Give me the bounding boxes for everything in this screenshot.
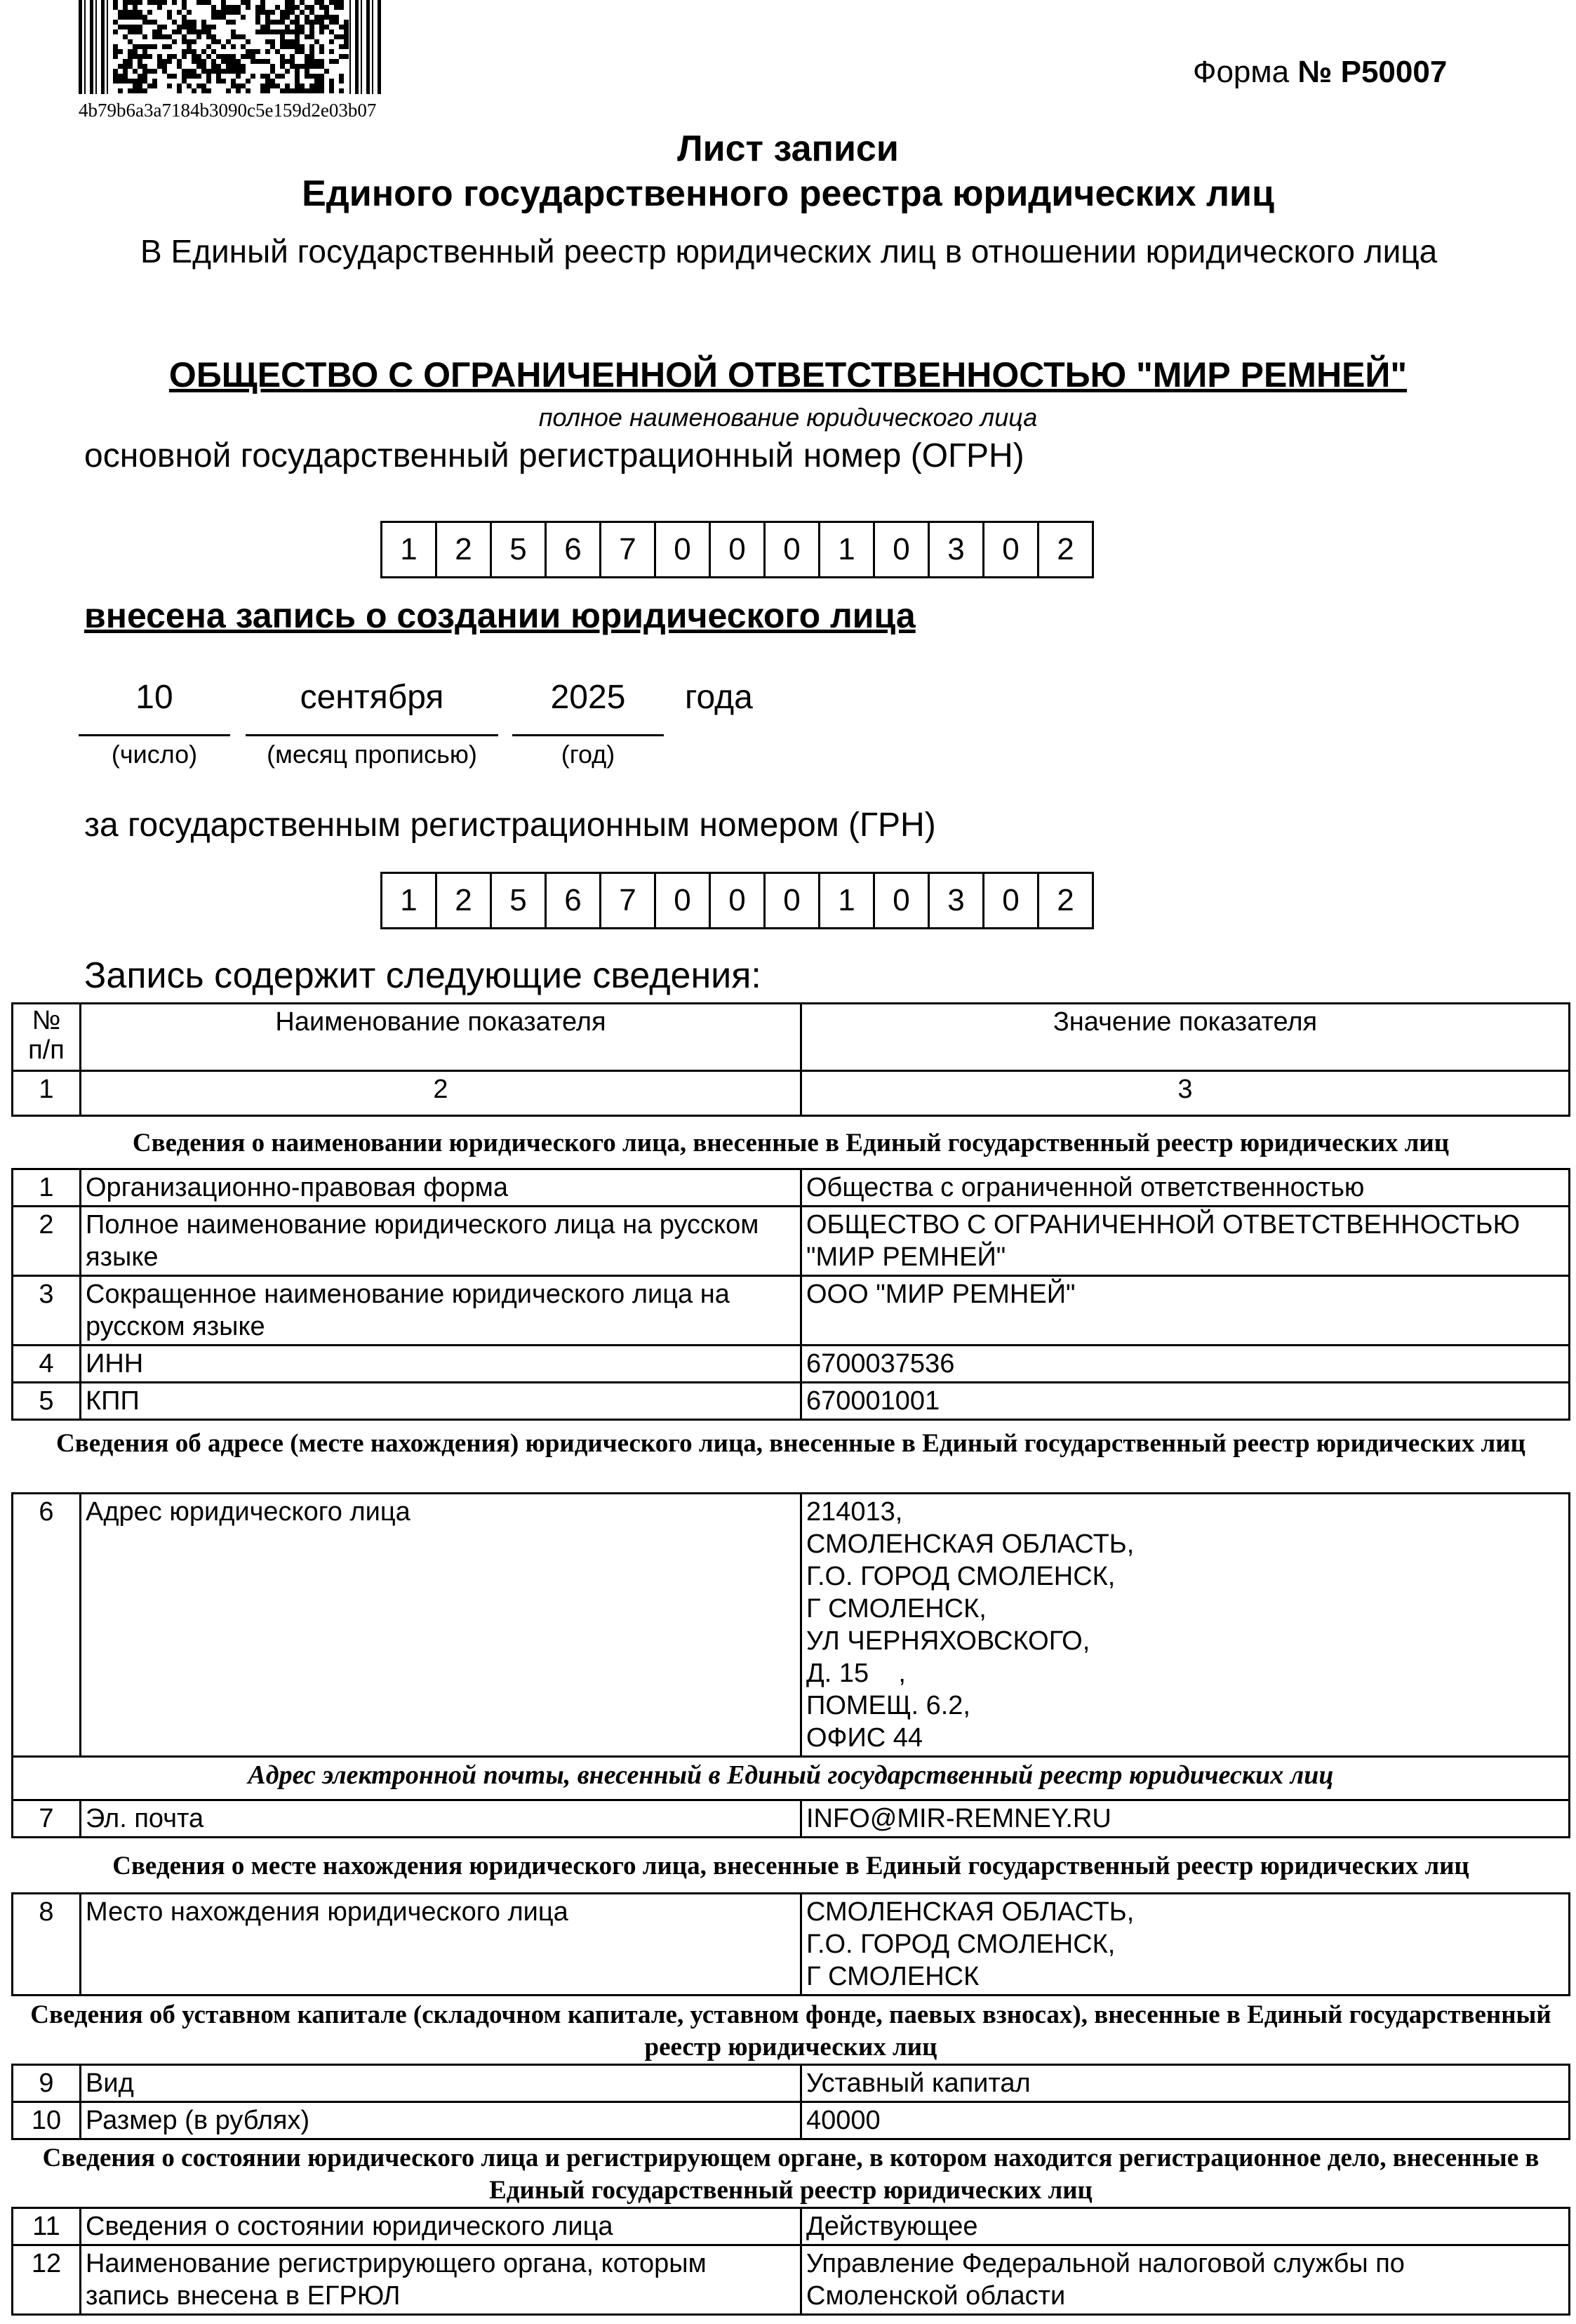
row-name: Наименование регистрирующего органа, которым запись внесена в ЕГРЮЛ	[81, 2245, 801, 2315]
row-name: Эл. почта	[81, 1800, 801, 1838]
ogrn-digit: 0	[763, 521, 820, 578]
location-line: Г.О. ГОРОД СМОЛЕНСК,	[806, 1930, 1116, 1959]
row-value: Управление Федеральной налоговой службы по Смоленской области	[801, 2245, 1570, 2315]
row-name: Сведения о состоянии юридического лица	[81, 2208, 801, 2245]
page-subtitle: Единого государственного реестра юридических лиц	[302, 173, 1274, 214]
grn-digit: 3	[928, 872, 984, 929]
grn-digit: 2	[435, 872, 492, 929]
table-row	[13, 1894, 1570, 1996]
table-row	[13, 1494, 1570, 1757]
grn-digit: 0	[873, 872, 930, 929]
row-number: 11	[13, 2208, 81, 2245]
section-email-info: Адрес электронной почты, внесенный в Единый государственный реестр юридических лиц	[13, 1757, 1570, 1800]
address-line: 214013,	[806, 1497, 903, 1527]
grn-digit: 1	[380, 872, 437, 929]
grn-digit: 1	[818, 872, 875, 929]
row-value: INFO@MIR-REMNEY.RU	[801, 1800, 1570, 1838]
address-line: УЛ ЧЕРНЯХОВСКОГО,	[806, 1626, 1090, 1656]
row-name: Размер (в рублях)	[81, 2102, 801, 2139]
header-col-number: № п/п	[13, 1004, 81, 1071]
company-full-name: ОБЩЕСТВО С ОГРАНИЧЕННОЙ ОТВЕТСТВЕННОСТЬЮ "МИР РЕМНЕЙ"	[168, 355, 1408, 394]
address-value	[801, 1494, 1570, 1757]
ogrn-label: основной государственный регистрационный номер (ОГРН)	[84, 437, 1024, 474]
row-value: 40000	[801, 2102, 1570, 2139]
row-name: Вид	[81, 2065, 801, 2102]
row-value: 670001001	[801, 1383, 1570, 1420]
location-table	[11, 1892, 1570, 1996]
header-table	[11, 1002, 1570, 1117]
ogrn-digit: 3	[928, 521, 984, 578]
date-day-line	[79, 734, 230, 736]
ogrn-digit: 7	[599, 521, 656, 578]
ogrn-digit: 0	[982, 521, 1039, 578]
table-header-index-row	[13, 1071, 1570, 1116]
row-name: Адрес юридического лица	[81, 1494, 801, 1757]
grn-digit: 2	[1037, 872, 1094, 929]
intro-text: В Единый государственный реестр юридических лиц в отношении юридического лица	[140, 233, 1438, 270]
state-table	[11, 2207, 1570, 2316]
header-index-3: 3	[801, 1071, 1570, 1116]
grn-digit: 0	[709, 872, 766, 929]
section-location-info: Сведения о месте нахождения юридического лица, внесенные в Единый государственный реестр юридических лиц	[112, 1852, 1469, 1880]
grn-digit: 0	[982, 872, 1039, 929]
contains-label: Запись содержит следующие сведения:	[84, 955, 761, 996]
header-col-name: Наименование показателя	[81, 1004, 801, 1071]
header-col-value: Значение показателя	[801, 1004, 1570, 1071]
ogrn-digit: 1	[380, 521, 437, 578]
ogrn-digit: 1	[818, 521, 875, 578]
header-index-1: 1	[13, 1071, 81, 1116]
row-number: 1	[13, 1169, 81, 1207]
table-row	[13, 1800, 1570, 1838]
address-line: Д. 15 ,	[806, 1659, 906, 1688]
row-value: 6700037536	[801, 1346, 1570, 1383]
date-suffix: года	[685, 679, 753, 716]
row-name: Место нахождения юридического лица	[81, 1894, 801, 1996]
email-section-row	[13, 1757, 1570, 1800]
ogrn-digit: 5	[490, 521, 547, 578]
row-name: КПП	[81, 1383, 801, 1420]
barcode-image	[79, 0, 383, 94]
row-value: Действующее	[801, 2208, 1570, 2245]
date-day-caption: (число)	[111, 740, 198, 769]
row-name: Организационно-правовая форма	[81, 1169, 801, 1207]
date-year: 2025	[550, 679, 626, 716]
date-year-caption: (год)	[561, 740, 615, 769]
address-line: СМОЛЕНСКАЯ ОБЛАСТЬ,	[806, 1529, 1135, 1559]
ogrn-digits	[380, 521, 1094, 578]
table-row	[13, 1207, 1570, 1276]
table-row	[13, 1276, 1570, 1346]
table-row	[13, 2245, 1570, 2315]
date-month-line	[246, 734, 498, 736]
row-number: 12	[13, 2245, 81, 2315]
row-value: ОБЩЕСТВО С ОГРАНИЧЕННОЙ ОТВЕТСТВЕННОСТЬЮ "МИР РЕМНЕЙ"	[801, 1207, 1570, 1276]
address-table	[11, 1492, 1570, 1838]
section-state-info: Сведения о состоянии юридического лица и регистрирующем органе, в котором находится регистрационное дело, внесенные в Единый государственный реестр юридических лиц	[42, 2144, 1540, 2205]
address-line: ПОМЕЩ. 6.2,	[806, 1691, 970, 1720]
form-prefix: Форма	[1193, 55, 1298, 89]
address-line: Г.О. ГОРОД СМОЛЕНСК,	[806, 1562, 1116, 1591]
form-number	[1193, 55, 1447, 90]
page-title: Лист записи	[677, 128, 899, 169]
table-row	[13, 1169, 1570, 1207]
form-code: № Р50007	[1297, 55, 1448, 89]
section-capital-info: Сведения об уставном капитале (складочном капитале, уставном фонде, паевых взносах), внесенные в Единый государственный реестр юридических лиц	[30, 2000, 1551, 2061]
grn-digit: 7	[599, 872, 656, 929]
row-number: 8	[13, 1894, 81, 1996]
row-name: Сокращенное наименование юридического лица на русском языке	[81, 1276, 801, 1346]
location-line: СМОЛЕНСКАЯ ОБЛАСТЬ,	[806, 1897, 1135, 1927]
row-name: Полное наименование юридического лица на русском языке	[81, 1207, 801, 1276]
table-row	[13, 1383, 1570, 1420]
row-number: 6	[13, 1494, 81, 1757]
row-value: Общества с ограниченной ответственностью	[801, 1169, 1570, 1207]
company-full-name-caption: полное наименование юридического лица	[538, 403, 1038, 432]
grn-digit: 0	[654, 872, 711, 929]
date-day: 10	[135, 679, 173, 716]
row-value: Уставный капитал	[801, 2065, 1570, 2102]
row-value: ООО "МИР РЕМНЕЙ"	[801, 1276, 1570, 1346]
barcode-id: 4b79b6a3a7184b3090c5e159d2e03b07	[79, 100, 377, 121]
address-line: Г СМОЛЕНСК,	[806, 1594, 987, 1624]
location-line: Г СМОЛЕНСК	[806, 1962, 980, 1991]
date-month: сентября	[300, 679, 444, 716]
address-line: ОФИС 44	[806, 1723, 923, 1753]
table-row	[13, 2208, 1570, 2245]
grn-label: за государственным регистрационным номером (ГРН)	[84, 806, 936, 844]
section-name-info: Сведения о наименовании юридического лица, внесенные в Единый государственный реестр юридических лиц	[132, 1129, 1450, 1157]
section-address-info: Сведения об адресе (месте нахождения) юридического лица, внесенные в Единый государственный реестр юридических лиц	[56, 1429, 1525, 1458]
ogrn-digit: 2	[435, 521, 492, 578]
ogrn-digit: 2	[1037, 521, 1094, 578]
grn-digit: 0	[763, 872, 820, 929]
header-index-2: 2	[81, 1071, 801, 1116]
grn-digits	[380, 872, 1094, 929]
row-number: 4	[13, 1346, 81, 1383]
grn-digit: 6	[545, 872, 601, 929]
name-info-table	[11, 1168, 1570, 1421]
ogrn-digit: 0	[709, 521, 766, 578]
row-number: 3	[13, 1276, 81, 1346]
grn-digit: 5	[490, 872, 547, 929]
row-number: 2	[13, 1207, 81, 1276]
table-header-row	[13, 1004, 1570, 1071]
date-month-caption: (месяц прописью)	[267, 740, 477, 769]
row-number: 5	[13, 1383, 81, 1420]
row-number: 10	[13, 2102, 81, 2139]
ogrn-digit: 6	[545, 521, 601, 578]
ogrn-digit: 0	[654, 521, 711, 578]
row-number: 7	[13, 1800, 81, 1838]
row-number: 9	[13, 2065, 81, 2102]
date-year-line	[512, 734, 664, 736]
capital-table	[11, 2064, 1570, 2140]
location-value	[801, 1894, 1570, 1996]
table-row	[13, 2102, 1570, 2139]
table-row	[13, 2065, 1570, 2102]
ogrn-digit: 0	[873, 521, 930, 578]
row-name: ИНН	[81, 1346, 801, 1383]
table-row	[13, 1346, 1570, 1383]
entry-type: внесена запись о создании юридического лица	[84, 596, 916, 635]
